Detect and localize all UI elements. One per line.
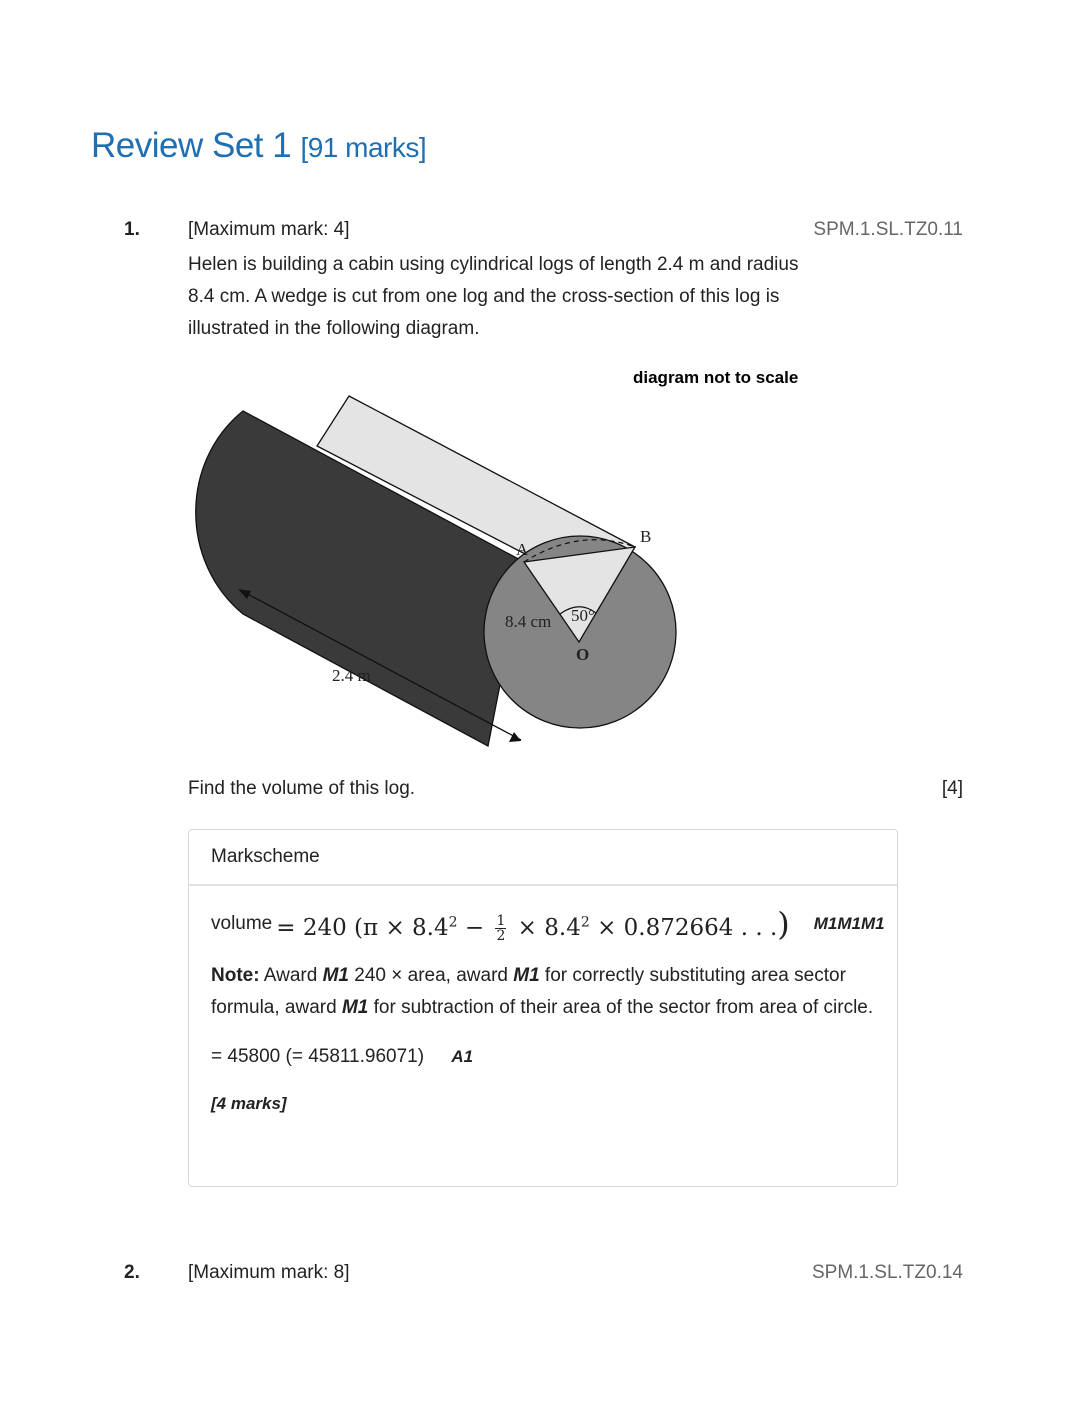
question-2-code: SPM.1.SL.TZ0.14	[811, 1262, 963, 1282]
question-2-header	[0, 1258, 1088, 1282]
note-part-1: Award	[259, 965, 323, 986]
note-m1-c: M1	[341, 997, 369, 1018]
award-m1m1m1: M1M1M1	[813, 914, 885, 933]
question-1-number: 1.	[124, 219, 140, 240]
label-a: A	[516, 540, 529, 559]
award-a1: A1	[451, 1047, 474, 1066]
markscheme-total: [4 marks]	[211, 1094, 287, 1113]
markscheme-note	[211, 960, 875, 1024]
question-1-max-mark: [Maximum mark: 4]	[188, 219, 350, 240]
volume-expression	[276, 905, 790, 944]
note-part-4: for subtraction of their area of the sector from area of circle.	[368, 997, 874, 1018]
question-1-find-text: Find the volume of this log.	[188, 778, 416, 799]
math-minus: −	[457, 914, 492, 941]
math-close-paren: )	[777, 904, 790, 943]
question-2-max-mark: [Maximum mark: 8]	[188, 1262, 350, 1282]
question-1-marks: [4]	[941, 778, 963, 799]
math-prefix: = 240 (π × 8.4	[276, 914, 449, 941]
label-o: O	[576, 645, 590, 664]
page-title-text: Review Set 1	[91, 126, 292, 165]
math-exponent-2: 2	[580, 914, 590, 931]
note-label: Note:	[211, 965, 260, 986]
label-b: B	[640, 527, 652, 546]
label-radius: 8.4 cm	[505, 612, 552, 631]
note-part-3: for correctly substituting area sector formula, award	[211, 965, 846, 1018]
volume-label: volume	[211, 913, 273, 934]
page-title-marks: [91 marks]	[300, 132, 427, 163]
fraction-one-half	[495, 914, 506, 943]
math-middle: × 8.4	[510, 914, 581, 941]
markscheme-panel	[188, 829, 898, 1187]
page-title	[91, 126, 426, 166]
volume-formula	[211, 902, 885, 946]
question-1-code: SPM.1.SL.TZ0.11	[813, 219, 963, 240]
fraction-numerator: 1	[496, 913, 506, 930]
question-2-number: 2.	[124, 1262, 140, 1282]
markscheme-body	[189, 886, 897, 1130]
note-part-2: 240 × area, award	[349, 965, 514, 986]
math-exponent-1: 2	[448, 914, 458, 931]
question-1-text: Helen is building a cabin using cylindrical logs of length 2.4 m and radius 8.4 cm. A wedge is cut from one log and the cross-section of this log is illustrated in the following diagram.	[188, 254, 799, 339]
label-length: 2.4 m	[332, 666, 371, 685]
math-tail: × 0.872664 . . .	[589, 914, 778, 941]
fraction-denominator: 2	[496, 928, 506, 945]
note-m1-b: M1	[513, 965, 540, 986]
log-cross-section-diagram	[190, 362, 820, 752]
markscheme-header[interactable]: Markscheme	[189, 830, 897, 886]
note-m1-a: M1	[322, 965, 349, 986]
length-arrow-head-end	[509, 732, 521, 742]
diagram-caption: diagram not to scale	[633, 368, 799, 387]
markscheme-answer	[211, 1046, 875, 1068]
answer-value: = 45800 (= 45811.96071)	[211, 1046, 425, 1067]
label-angle: 50°	[571, 606, 595, 625]
